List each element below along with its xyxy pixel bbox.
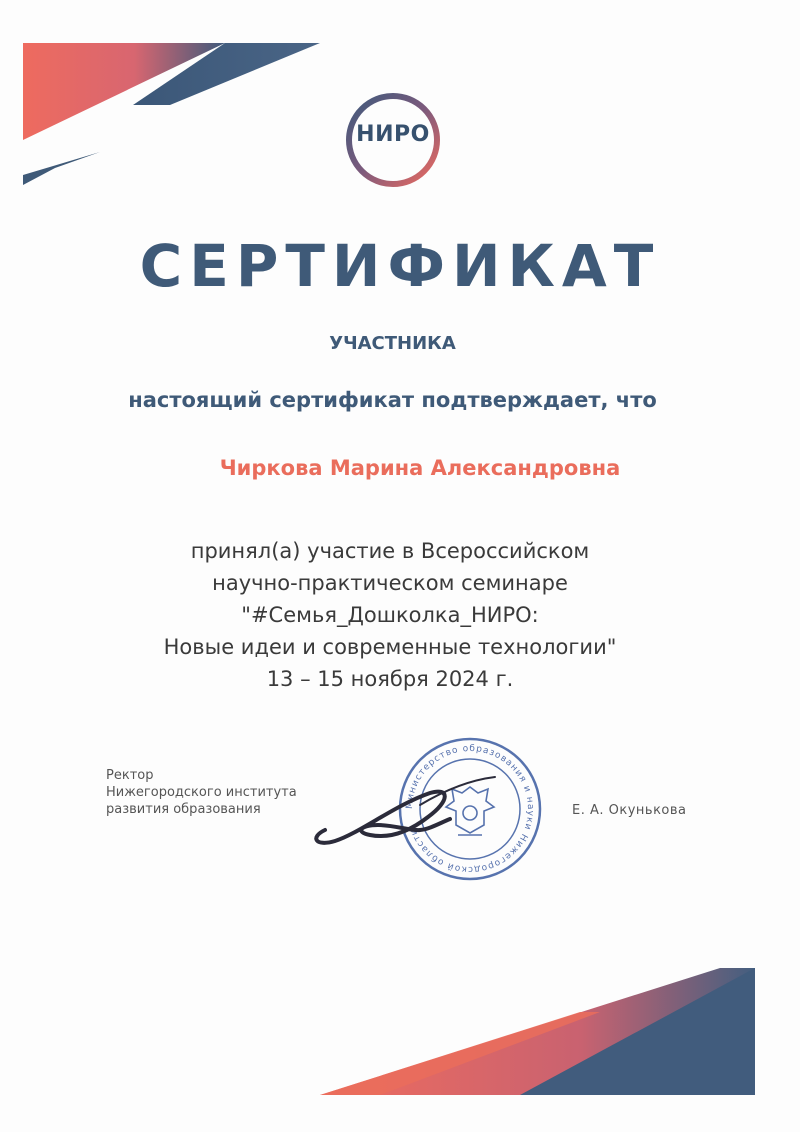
stripe-top-small <box>23 152 100 185</box>
body-line: Новые идеи и современные технологии" <box>163 635 617 659</box>
confirm-text: настоящий сертификат подтверждает, что <box>128 388 657 412</box>
participant-name: Чиркова Марина Александровна <box>219 456 621 480</box>
body-line: научно-практическом семинаре <box>212 571 568 595</box>
body-line: принял(а) участие в Всероссийском <box>190 539 590 563</box>
logo-text: НИРО <box>356 122 430 147</box>
handwritten-signature <box>300 775 510 870</box>
certificate-title: СЕРТИФИКАТ <box>139 232 661 300</box>
stamp-ring-text: Министерство образования и науки Нижегородской области <box>404 743 536 875</box>
position-line: развития образования <box>106 802 261 817</box>
event-dates: 13 – 15 ноября 2024 г. <box>266 667 514 691</box>
position-line: Нижегородского института <box>106 785 297 800</box>
certificate-body <box>0 535 780 695</box>
signatory-position <box>106 767 326 818</box>
certificate-subtitle: УЧАСТНИКА <box>329 333 456 354</box>
body-line: "#Семья_Дошколка_НИРО: <box>241 603 539 627</box>
position-line: Ректор <box>106 768 154 783</box>
signatory-name: Е. А. Окунькова <box>572 803 687 818</box>
